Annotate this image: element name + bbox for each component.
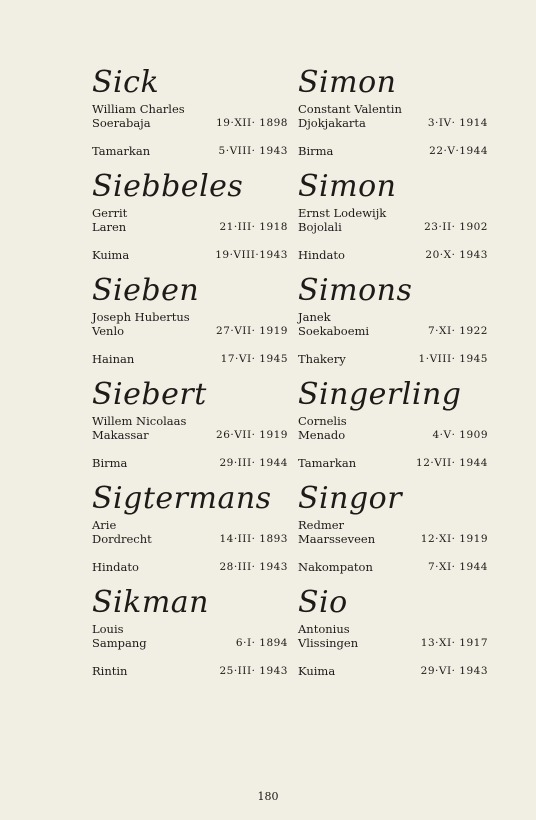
birth-row <box>92 220 288 234</box>
birth-row <box>298 116 488 130</box>
birth-place: Bojolali <box>298 220 342 234</box>
death-row <box>298 352 488 366</box>
name-entry <box>92 170 288 274</box>
name-entry <box>92 378 288 482</box>
death-place: Rintin <box>92 664 128 678</box>
death-place: Kuima <box>298 664 336 678</box>
birth-row <box>92 636 288 650</box>
birth-date: 21·III· 1918 <box>219 221 288 233</box>
birth-date: 12·XI· 1919 <box>420 533 488 545</box>
birth-date: 6·I· 1894 <box>235 637 288 649</box>
birth-row <box>92 532 288 546</box>
birth-place: Vlissingen <box>298 636 359 650</box>
surname: Sio <box>298 585 348 620</box>
surname: Sikman <box>92 585 209 620</box>
birth-date: 13·XI· 1917 <box>420 637 488 649</box>
birth-row <box>298 324 488 338</box>
death-date: 29·III· 1944 <box>219 457 288 469</box>
surname: Sick <box>92 65 160 100</box>
death-date: 1·VIII· 1945 <box>418 353 488 365</box>
page-number: 180 <box>257 790 279 803</box>
surname: Siebbeles <box>92 169 244 204</box>
birth-date: 19·XII· 1898 <box>216 117 288 129</box>
name-entry <box>92 482 288 586</box>
birth-place: Soerabaja <box>92 116 151 130</box>
name-entry <box>298 482 488 586</box>
given-names: Joseph Hubertus <box>92 310 190 324</box>
birth-row <box>92 428 288 442</box>
birth-place: Laren <box>92 220 127 234</box>
name-entry <box>298 274 488 378</box>
death-place: Hainan <box>92 352 135 366</box>
given-names: Janek <box>298 310 331 324</box>
given-names: Louis <box>92 622 124 636</box>
birth-date: 14·III· 1893 <box>219 533 288 545</box>
death-row <box>92 248 288 262</box>
birth-place: Menado <box>298 428 346 442</box>
death-row <box>92 352 288 366</box>
right-column <box>298 66 488 690</box>
given-names: Constant Valentin <box>298 102 402 116</box>
death-place: Birma <box>298 144 334 158</box>
birth-place: Maarsseveen <box>298 532 376 546</box>
given-names: Antonius <box>298 622 350 636</box>
birth-row <box>92 324 288 338</box>
death-date: 12·VII· 1944 <box>416 457 488 469</box>
death-place: Nakompaton <box>298 560 373 574</box>
death-row <box>92 144 288 158</box>
given-names: Ernst Lodewijk <box>298 206 387 220</box>
death-row <box>92 456 288 470</box>
birth-date: 27·VII· 1919 <box>216 325 288 337</box>
birth-date: 23·II· 1902 <box>424 221 488 233</box>
surname: Simons <box>298 273 413 308</box>
surname: Sigtermans <box>92 481 272 516</box>
death-date: 20·X· 1943 <box>425 249 488 261</box>
name-entry <box>298 170 488 274</box>
left-column <box>92 66 288 690</box>
surname: Simon <box>298 169 397 204</box>
surname: Siebert <box>92 377 207 412</box>
birth-place: Venlo <box>92 324 125 338</box>
given-names: Redmer <box>298 518 345 532</box>
death-place: Birma <box>92 456 128 470</box>
given-names: Willem Nicolaas <box>92 414 187 428</box>
birth-place: Makassar <box>92 428 149 442</box>
surname: Sieben <box>92 273 200 308</box>
name-entry <box>92 66 288 170</box>
death-row <box>92 560 288 574</box>
birth-row <box>298 428 488 442</box>
surname: Singor <box>298 481 403 516</box>
death-row <box>298 560 488 574</box>
death-place: Kuima <box>92 248 130 262</box>
death-date: 5·VIII· 1943 <box>218 145 288 157</box>
birth-date: 26·VII· 1919 <box>216 429 288 441</box>
birth-date: 7·XI· 1922 <box>427 325 488 337</box>
name-entry <box>298 66 488 170</box>
name-entry <box>298 586 488 690</box>
given-names: Cornelis <box>298 414 347 428</box>
death-date: 22·V·1944 <box>429 145 488 157</box>
birth-place: Soekaboemi <box>298 324 370 338</box>
death-row <box>298 144 488 158</box>
birth-row <box>298 636 488 650</box>
death-date: 17·VI· 1945 <box>220 353 288 365</box>
death-date: 7·XI· 1944 <box>427 561 488 573</box>
birth-date: 3·IV· 1914 <box>427 117 488 129</box>
death-place: Hindato <box>92 560 139 574</box>
given-names: William Charles <box>92 102 185 116</box>
death-date: 25·III· 1943 <box>219 665 288 677</box>
name-entry <box>298 378 488 482</box>
death-place: Thakery <box>298 352 346 366</box>
birth-row <box>298 532 488 546</box>
death-place: Hindato <box>298 248 345 262</box>
death-date: 19·VIII·1943 <box>215 249 288 261</box>
name-entry <box>92 274 288 378</box>
given-names: Gerrit <box>92 206 128 220</box>
death-place: Tamarkan <box>298 456 357 470</box>
birth-place: Sampang <box>92 636 147 650</box>
death-date: 29·VI· 1943 <box>420 665 488 677</box>
death-row <box>298 664 488 678</box>
surname: Singerling <box>298 377 462 412</box>
surname: Simon <box>298 65 397 100</box>
birth-row <box>298 220 488 234</box>
name-entry <box>92 586 288 690</box>
birth-place: Djokjakarta <box>298 116 366 130</box>
death-date: 28·III· 1943 <box>219 561 288 573</box>
birth-place: Dordrecht <box>92 532 152 546</box>
birth-row <box>92 116 288 130</box>
death-row <box>298 248 488 262</box>
death-row <box>92 664 288 678</box>
birth-date: 4·V· 1909 <box>432 429 488 441</box>
death-row <box>298 456 488 470</box>
death-place: Tamarkan <box>92 144 151 158</box>
given-names: Arie <box>92 518 117 532</box>
